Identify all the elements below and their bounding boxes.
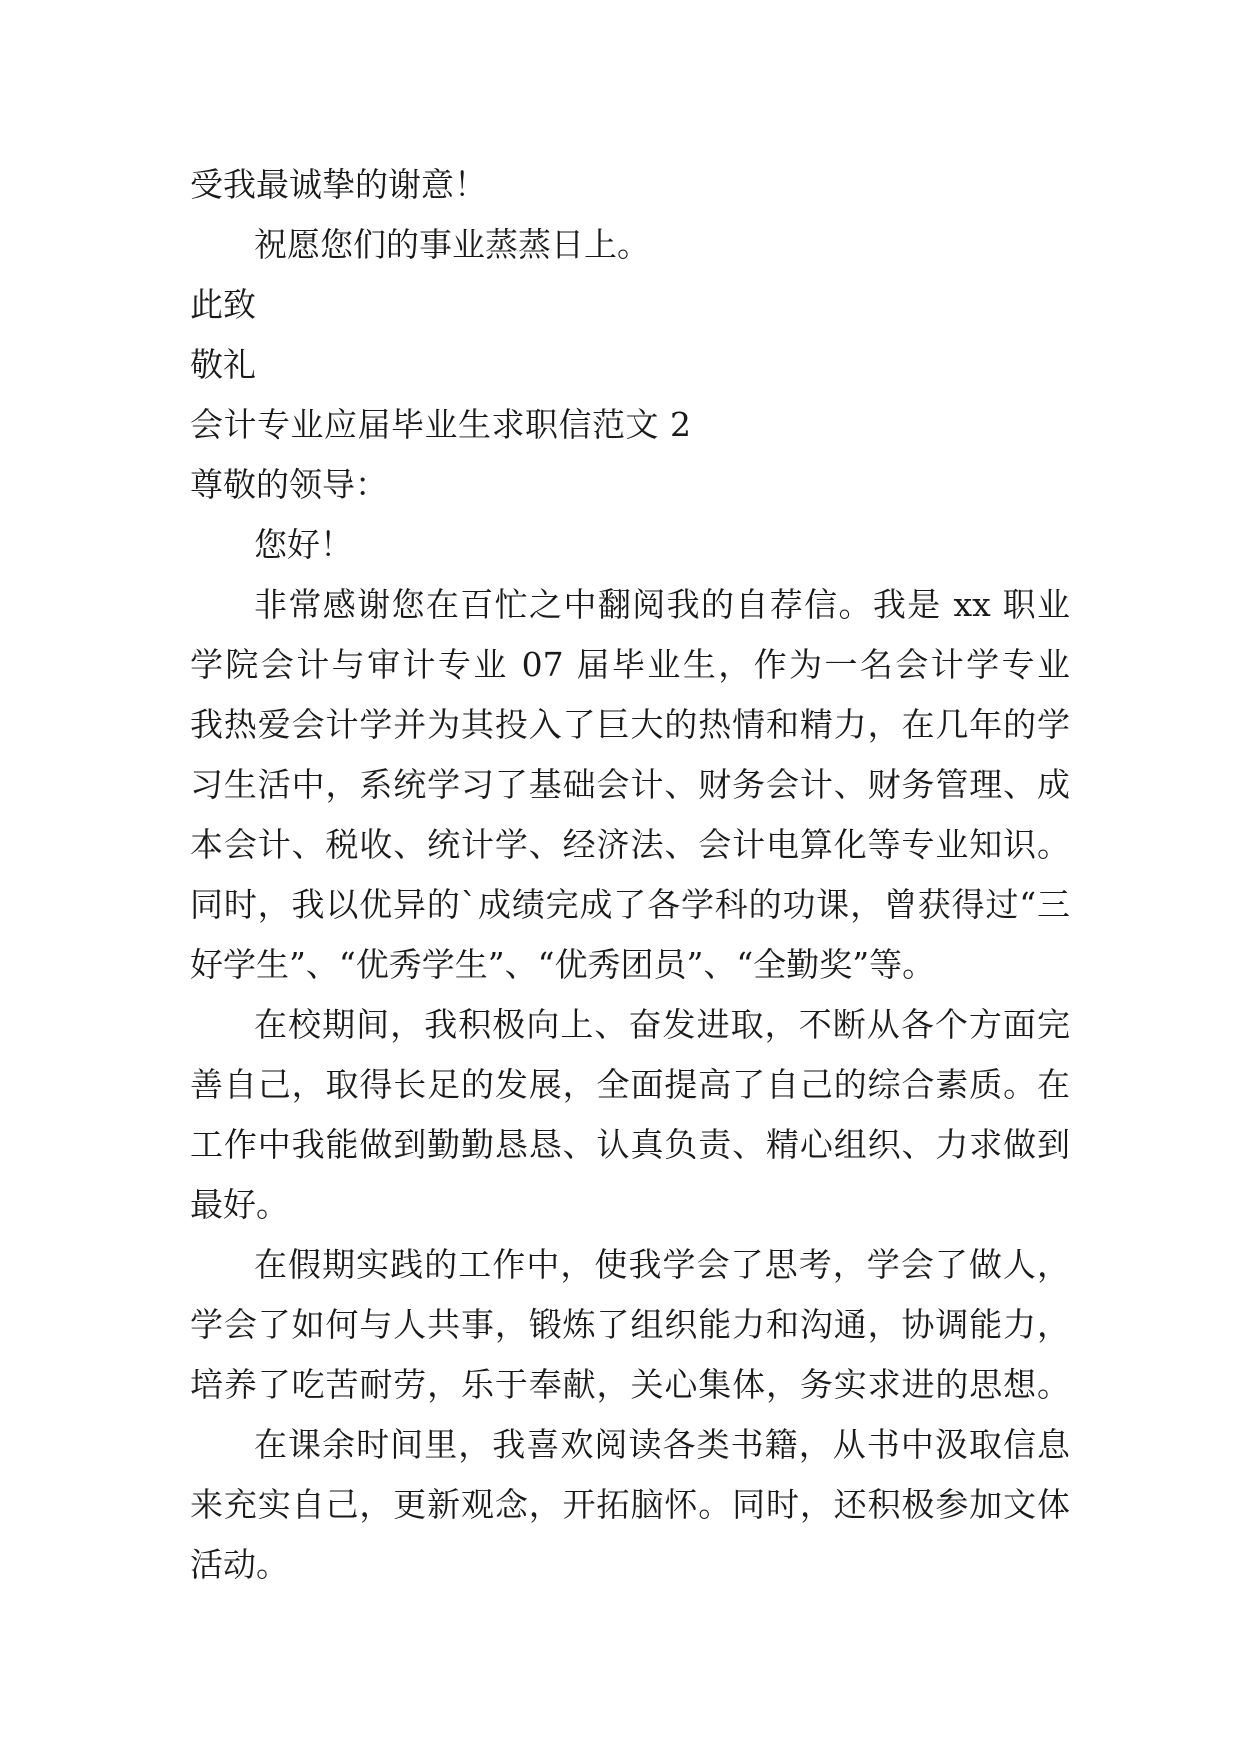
letter-body	[190, 155, 1070, 1595]
paragraph-line: 我热爱会计学并为其投入了巨大的热情和精力，在几年的学	[190, 705, 1070, 744]
paragraph-line: 活动。	[190, 1545, 289, 1584]
paragraph-line: 最好。	[190, 1185, 289, 1224]
paragraph-line: 在课余时间里，我喜欢阅读各类书籍，从书中汲取信息	[254, 1425, 1070, 1464]
paragraph-line: 同时，我以优异的`成绩完成了各学科的功课，曾获得过“三	[190, 885, 1070, 924]
paragraph-4	[190, 1415, 1070, 1595]
paragraph-line: 非常感谢您在百忙之中翻阅我的自荐信。我是 xx 职业	[254, 585, 1070, 624]
paragraph-line: 好学生”、“优秀学生”、“优秀团员”、“全勤奖”等。	[190, 945, 936, 984]
letter-hello: 您好！	[254, 525, 353, 564]
paragraph-line: 习生活中，系统学习了基础会计、财务会计、财务管理、成	[190, 765, 1070, 804]
letter-title: 会计专业应届毕业生求职信范文 2	[190, 405, 692, 444]
letter-greeting: 尊敬的领导：	[190, 465, 388, 504]
paragraph-line: 学会了如何与人共事，锻炼了组织能力和沟通，协调能力，	[190, 1305, 1070, 1344]
wish-line: 祝愿您们的事业蒸蒸日上。	[254, 225, 650, 264]
paragraph-line: 在校期间，我积极向上、奋发进取，不断从各个方面完	[254, 1005, 1070, 1044]
paragraph-line: 来充实自己，更新观念，开拓脑怀。同时，还积极参加文体	[190, 1485, 1070, 1524]
paragraph-line: 培养了吃苦耐劳，乐于奉献，关心集体，务实求进的思想。	[190, 1365, 1070, 1404]
paragraph-line: 工作中我能做到勤勤恳恳、认真负责、精心组织、力求做到	[190, 1125, 1070, 1164]
paragraph-line: 学院会计与审计专业 07 届毕业生，作为一名会计学专业	[190, 645, 1070, 684]
salutation-cizhi: 此致	[190, 285, 256, 324]
paragraph-3	[190, 1235, 1070, 1415]
paragraph-line: 在假期实践的工作中，使我学会了思考，学会了做人，	[254, 1245, 1070, 1284]
paragraph-2	[190, 995, 1070, 1235]
thanks-line: 受我最诚挚的谢意！	[190, 165, 487, 204]
salutation-jingli: 敬礼	[190, 345, 256, 384]
paragraph-line: 善自己，取得长足的发展，全面提高了自己的综合素质。在	[190, 1065, 1070, 1104]
paragraph-line: 本会计、税收、统计学、经济法、会计电算化等专业知识。	[190, 825, 1070, 864]
paragraph-1	[190, 575, 1070, 995]
